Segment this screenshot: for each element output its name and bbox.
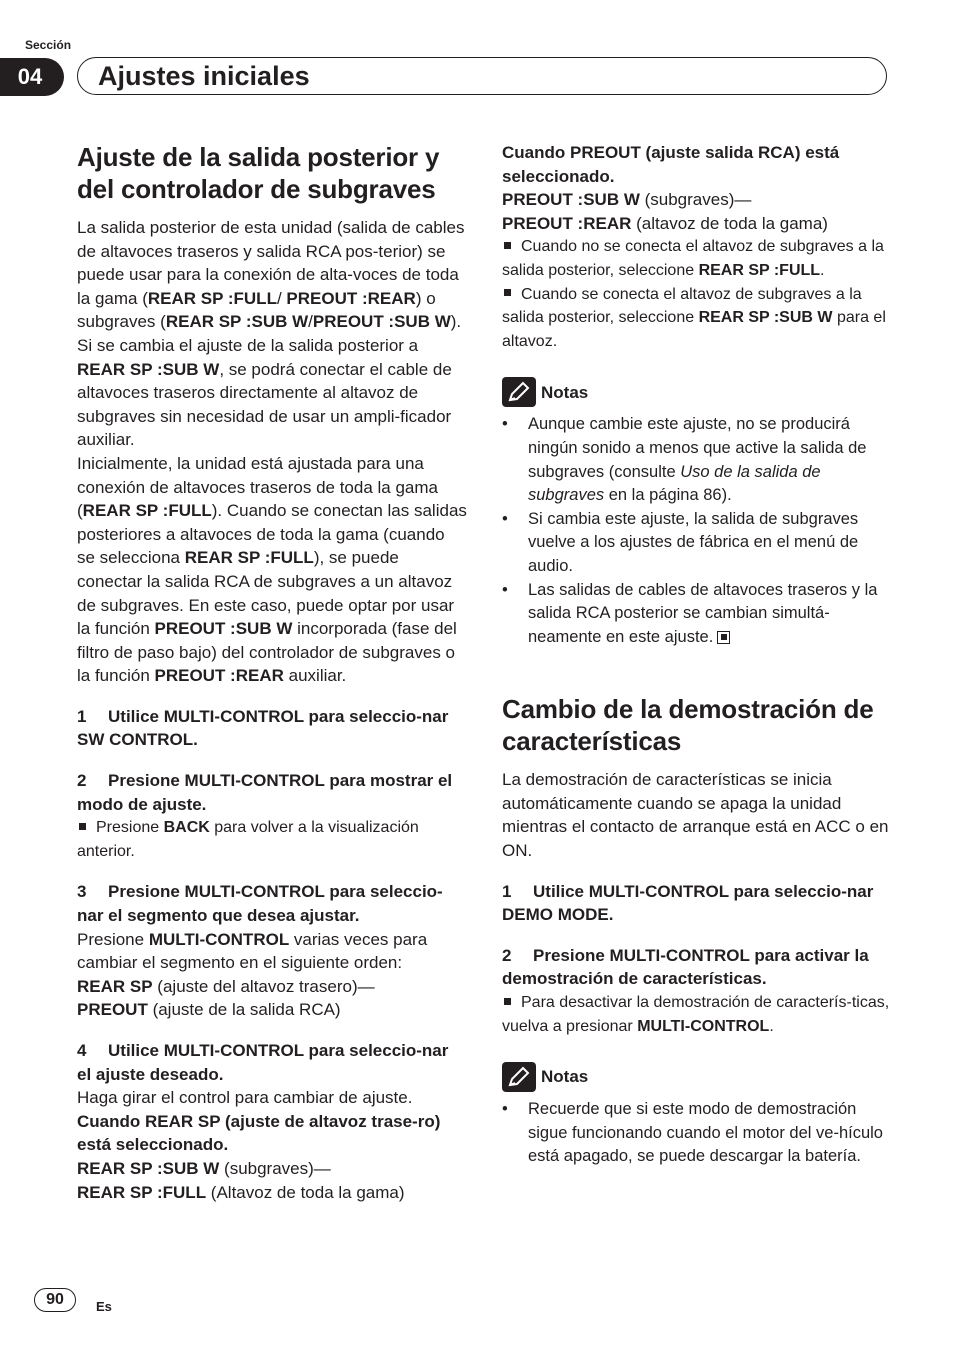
step-3-line-2: PREOUT (ajuste de la salida RCA) xyxy=(77,1000,341,1020)
square-bullet-icon xyxy=(79,823,86,830)
step-4-line-2: REAR SP :FULL (Altavoz de toda la gama) xyxy=(77,1182,405,1202)
step-3: 3 Presione MULTI-CONTROL para seleccio-nar el segmento que desea ajustar. xyxy=(77,882,443,926)
notes-header-1: Notas xyxy=(502,377,894,407)
chapter-title: Ajustes iniciales xyxy=(98,61,310,91)
step-2-note: Presione BACK para volver a la visualización anterior. xyxy=(77,819,419,860)
preout-note-1: Cuando no se conecta el altavoz de subgraves a la salida posterior, seleccione REAR SP :FULL. xyxy=(502,238,884,279)
notes-list-1 xyxy=(502,413,894,649)
step-2: 2 Presione MULTI-CONTROL para mostrar el modo de ajuste. xyxy=(77,771,453,814)
pencil-note-icon xyxy=(502,377,536,407)
list-item: • Las salidas de cables de altavoces traseros y la salida RCA posterior se cambian simultá-neamente en este ajuste. xyxy=(502,579,894,650)
step-3-line-1: REAR SP (ajuste del altavoz trasero)— xyxy=(77,976,375,996)
list-item: • Aunque cambie este ajuste, no se producirá ningún sonido a menos que active la salida de subgraves (consulte Uso de la salida de subgraves en la página 86). xyxy=(502,413,894,507)
left-column xyxy=(77,141,467,1204)
preout-line-1: PREOUT :SUB W (subgraves)— xyxy=(502,190,752,210)
section-number-badge: 04 xyxy=(0,58,64,96)
pencil-note-icon xyxy=(502,1062,536,1092)
preout-note-2: Cuando se conecta el altavoz de subgraves a la salida posterior, seleccione REAR SP :SUB W para el altavoz. xyxy=(502,285,886,350)
step-3-body: Presione MULTI-CONTROL varias veces para cambiar el segmento en el siguiente orden: xyxy=(77,929,428,973)
list-item: • Recuerde que si este modo de demostración sigue funcionando cuando el motor del ve-hículo está apagado, se puede descargar la batería. xyxy=(502,1098,894,1169)
right-column xyxy=(502,141,894,1169)
step-4: 4 Utilice MULTI-CONTROL para seleccio-nar el ajuste deseado. xyxy=(77,1041,449,1084)
paragraph-initial-setting: Inicialmente, la unidad está ajustada para una conexión de altavoces traseros de toda la gama (REAR SP :FULL). Cuando se conectan las salidas posteriores a altavoces de toda la gama (cuando se selecciona REAR SP :FULL), se puede conectar la salida RCA de subgraves a un altavoz de subgraves. En este caso, puede optar por usar la función PREOUT :SUB W incorporada (fase del filtro de paso bajo) del controlador de subgraves o la función PREOUT :REAR auxiliar. xyxy=(77,453,467,686)
square-bullet-icon xyxy=(504,998,511,1005)
section-title-demo: Cambio de la demostración de características xyxy=(502,694,874,757)
step-4-line-1: REAR SP :SUB W (subgraves)— xyxy=(77,1158,331,1178)
section-label: Sección xyxy=(25,38,72,52)
preout-condition: Cuando PREOUT (ajuste salida RCA) está seleccionado. xyxy=(502,143,840,186)
paragraph-demo: La demostración de características se inicia automáticamente cuando se apaga la unidad mientras el contacto de arranque está en ACC o en ON. xyxy=(502,770,889,861)
paragraph-rear-output: La salida posterior de esta unidad (salida de cables de altavoces traseros y salida RCA pos-terior) se puede usar para la conexión de alta-voces de toda la gama (REAR SP :FULL/ PREOUT :REAR) o subgraves (REAR SP :SUB W/PREOUT :SUB W). Si se cambia el ajuste de la salida posterior a REAR SP :SUB W, se podrá conectar el cable de altavoces traseros directamente al altavoz de subgraves sin necesidad de usar un ampli-ficador auxiliar. xyxy=(77,218,465,450)
square-bullet-icon xyxy=(504,289,511,296)
demo-step-2-note: Para desactivar la demostración de caracterís-ticas, vuelva a presionar MULTI-CONTROL. xyxy=(502,994,890,1035)
step-4-condition: Cuando REAR SP (ajuste de altavoz trase-ro) está seleccionado. xyxy=(77,1111,441,1155)
step-4-body: Haga girar el control para cambiar de ajuste. xyxy=(77,1088,413,1108)
demo-step-2: 2 Presione MULTI-CONTROL para activar la demostración de características. xyxy=(502,945,869,989)
step-1: 1 Utilice MULTI-CONTROL para seleccio-nar SW CONTROL. xyxy=(77,706,449,750)
demo-step-1: 1 Utilice MULTI-CONTROL para seleccio-nar DEMO MODE. xyxy=(502,881,874,925)
language-code: Es xyxy=(96,1299,112,1314)
square-bullet-icon xyxy=(504,242,511,249)
preout-line-2: PREOUT :REAR (altavoz de toda la gama) xyxy=(502,213,828,233)
page-number: 90 xyxy=(34,1288,76,1312)
end-mark-icon xyxy=(717,631,730,644)
list-item: • Si cambia este ajuste, la salida de subgraves vuelve a los ajustes de fábrica en el menú de audio. xyxy=(502,508,894,579)
notes-header-2: Notas xyxy=(502,1062,894,1092)
notes-list-2 xyxy=(502,1098,894,1169)
section-title-subwoofer: Ajuste de la salida posterior y del controlador de subgraves xyxy=(77,142,440,204)
